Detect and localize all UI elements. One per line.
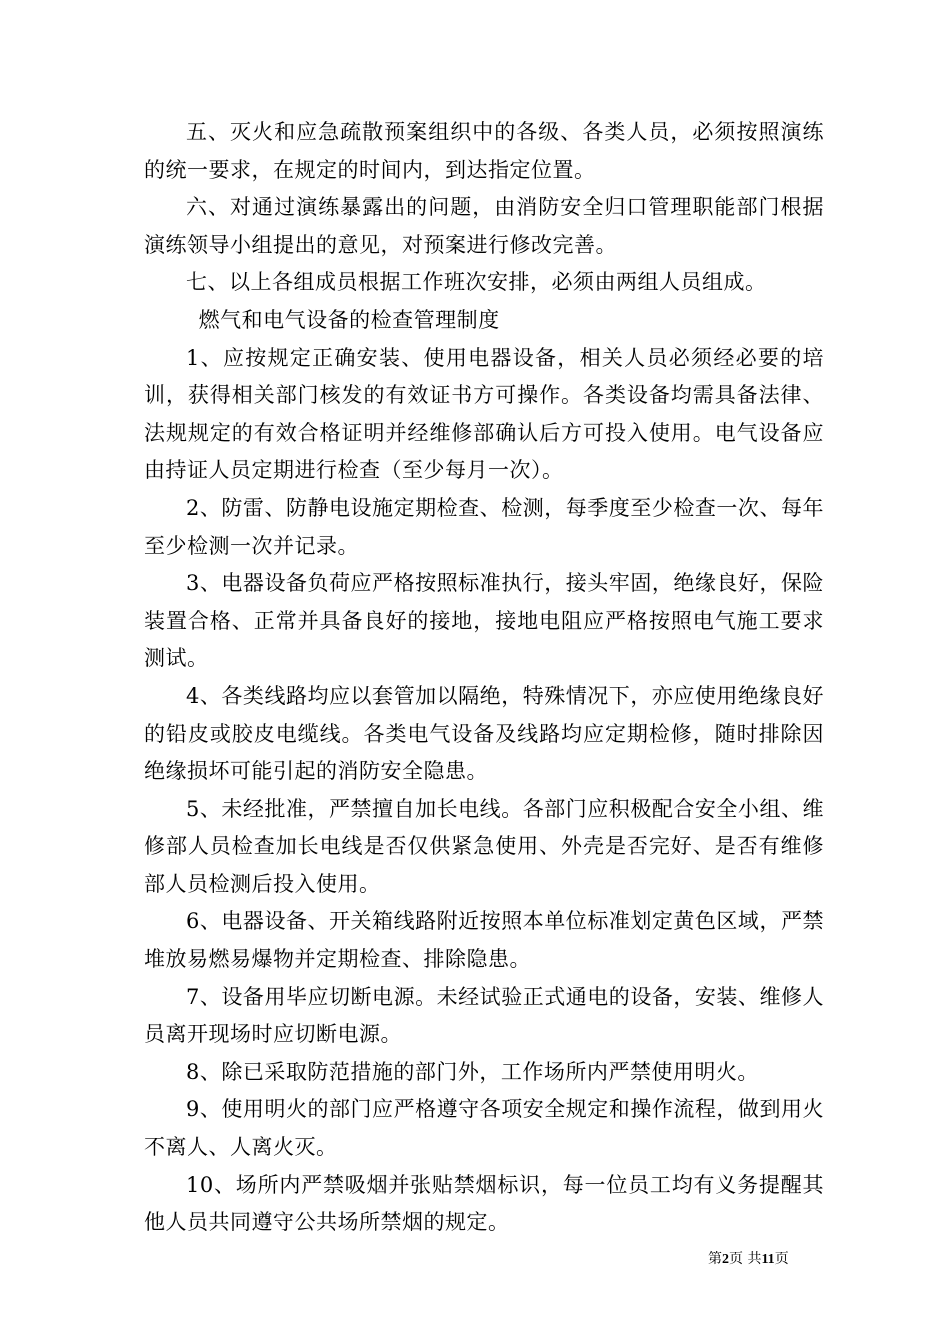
footer-prefix: 第 bbox=[708, 1251, 722, 1267]
footer-middle: 页 共 bbox=[729, 1251, 762, 1267]
list-item-6: 6、电器设备、开关箱线路附近按照本单位标准划定黄色区域，严禁堆放易燃易爆物并定期检查、排除隐患。 bbox=[144, 909, 824, 972]
document-body bbox=[144, 114, 824, 1242]
list-item-5: 5、未经批准，严禁擅自加长电线。各部门应积极配合安全小组、维修部人员检查加长电线是否仅供紧急使用、外壳是否完好、是否有维修部人员检测后投入使用。 bbox=[144, 796, 824, 896]
section-title: 燃气和电气设备的检查管理制度 bbox=[198, 307, 500, 332]
list-item-2: 2、防雷、防静电设施定期检查、检测，每季度至少检查一次、每年至少检测一次并记录。 bbox=[144, 495, 824, 558]
page-footer bbox=[708, 1248, 789, 1268]
list-item-8: 8、除已采取防范措施的部门外，工作场所内严禁使用明火。 bbox=[186, 1059, 759, 1084]
paragraph-6: 六、对通过演练暴露出的问题，由消防安全归口管理职能部门根据演练领导小组提出的意见，对预案进行修改完善。 bbox=[144, 195, 824, 257]
list-item-1: 1、应按规定正确安装、使用电器设备，相关人员必须经必要的培训，获得相关部门核发的有效证书方可操作。各类设备均需具备法律、法规规定的有效合格证明并经维修部确认后方可投入使用。电气设备应由持证人员定期进行检查（至少每月一次）。 bbox=[144, 345, 824, 483]
paragraph-5: 五、灭火和应急疏散预案组织中的各级、各类人员，必须按照演练的统一要求，在规定的时间内，到达指定位置。 bbox=[144, 120, 824, 182]
paragraph-7: 七、以上各组成员根据工作班次安排，必须由两组人员组成。 bbox=[186, 270, 767, 295]
footer-suffix: 页 bbox=[774, 1251, 789, 1267]
list-item-7: 7、设备用毕应切断电源。未经试验正式通电的设备，安装、维修人员离开现场时应切断电源。 bbox=[144, 984, 824, 1047]
current-page-number: 2 bbox=[722, 1252, 729, 1267]
total-pages-number: 11 bbox=[761, 1252, 775, 1267]
list-item-10: 10、场所内严禁吸烟并张贴禁烟标识，每一位员工均有义务提醒其他人员共同遵守公共场所禁烟的规定。 bbox=[144, 1172, 824, 1235]
list-item-9: 9、使用明火的部门应严格遵守各项安全规定和操作流程，做到用火不离人、人离火灭。 bbox=[144, 1097, 824, 1160]
list-item-4: 4、各类线路均应以套管加以隔绝，特殊情况下，亦应使用绝缘良好的铅皮或胶皮电缆线。各类电气设备及线路均应定期检修，随时排除因绝缘损坏可能引起的消防安全隐患。 bbox=[144, 683, 824, 784]
list-item-3: 3、电器设备负荷应严格按照标准执行，接头牢固，绝缘良好，保险装置合格、正常并具备良好的接地，接地电阻应严格按照电气施工要求测试。 bbox=[144, 571, 824, 671]
